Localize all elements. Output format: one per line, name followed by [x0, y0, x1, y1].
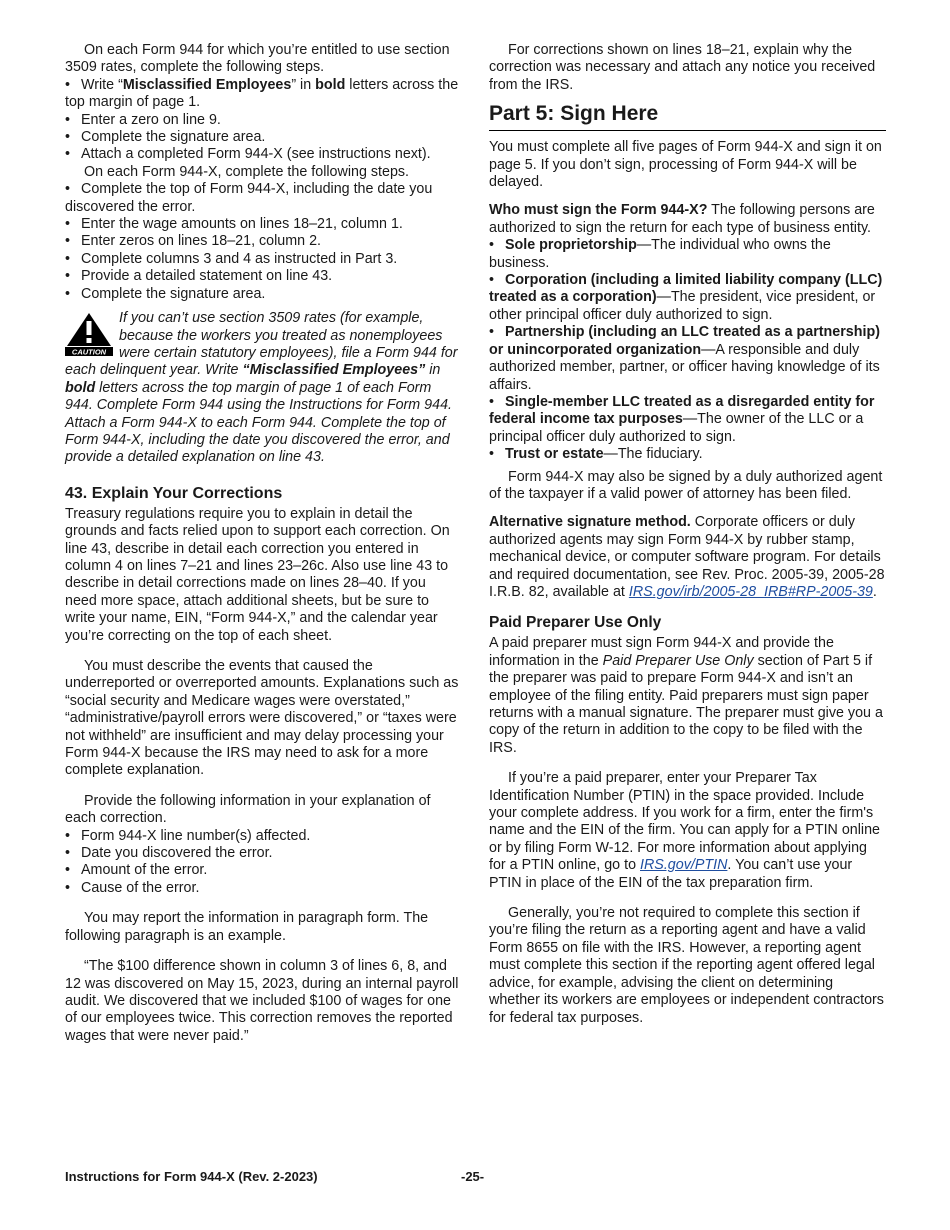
authorized-agent-paragraph: Form 944-X may also be signed by a duly authorized agent of the taxpayer if a valid power of attorney has been filed. — [489, 468, 883, 502]
signer-list — [489, 237, 886, 463]
who-must-sign-paragraph: Who must sign the Form 944-X? The following persons are authorized to sign the return for each type of business entity. — [489, 202, 875, 236]
sign-requirement-paragraph: You must complete all five pages of Form 944-X and sign it on page 5. If you don’t sign, processing of Form 944-X will be delayed. — [489, 139, 882, 191]
list-item: • Amount of the error. — [65, 862, 460, 879]
list-item: • Enter a zero on line 9. — [65, 112, 460, 129]
footer-form-title: Instructions for Form 944-X (Rev. 2-2023) — [65, 1169, 318, 1184]
left-column — [65, 42, 460, 1045]
steps-944x-intro: On each Form 944-X, complete the following steps. — [84, 163, 410, 180]
intro-paragraph: On each Form 944 for which you’re entitled to use section 3509 rates, complete the following steps. — [65, 42, 450, 76]
caution-note: CAUTION If you can’t use section 3509 rates (for example, because the workers you treated as nonemployees were certain statutory employees), file a Form 944 for each delinquent year. Write “Misclassified Employees” in bold letters across the top margin of page 1 of each Form 944. Complete Form 944 using the Instructions for Form 944. Attach a Form 944-X to each Form 944. Complete the top of Form 944-X, including the date you discovered the error, and provide a detailed explanation on line 43. — [65, 310, 458, 466]
alternative-signature-paragraph: Alternative signature method. Corporate officers or duly authorized agents may sign Form 944-X by rubber stamp, mechanical device, or computer software program. For details and required documentation, see Rev. Proc. 2005-39, 2005-28 I.R.B. 82, available at IRS.gov/irb/2005-28_IRB#RP-2005-39. — [489, 514, 885, 600]
treasury-paragraph: Treasury regulations require you to explain in detail the grounds and facts relied upon to support each correction. On line 43, describe in detail each correction you entered in column 4 on lines 7–21 and lines 23–26c. Also use line 43 to describe in detail corrections made on lines 28–40. If you need more space, attach additional sheets, but be sure to write your name, EIN, “Form 944-X,” and the calendar year you’re correcting on the top of each sheet. — [65, 505, 450, 644]
step-list-944x — [65, 181, 460, 303]
paid-preparer-paragraph: A paid preparer must sign Form 944-X and provide the information in the Paid Preparer Use Only section of Part 5 if the preparer was paid to prepare Form 944-X and isn’t an employee of the filing entity. Paid preparers must sign paper returns with a manual signature. The preparer must give you a copy of the return in addition to the copy to be filed with the IRS. — [489, 635, 883, 756]
provide-info-paragraph: Provide the following information in your explanation of each correction. — [65, 792, 431, 827]
list-item: • Complete the signature area. — [65, 286, 460, 303]
list-item: • Complete the top of Form 944-X, including the date you discovered the error. — [65, 181, 460, 216]
list-item: • Enter the wage amounts on lines 18–21, column 1. — [65, 216, 460, 233]
list-item: • Complete the signature area. — [65, 129, 460, 146]
paid-preparer-heading: Paid Preparer Use Only — [489, 614, 662, 632]
list-item: • Single-member LLC treated as a disregarded entity for federal income tax purposes—The owner of the LLC or a principal officer duly authorized to sign. — [489, 394, 886, 446]
explain-corrections-heading: 43. Explain Your Corrections — [65, 484, 283, 502]
list-item: • Provide a detailed statement on line 43. — [65, 268, 460, 285]
ptin-link[interactable]: IRS.gov/PTIN — [640, 857, 728, 874]
right-column — [489, 42, 886, 1027]
example-paragraph: “The $100 difference shown in column 3 of lines 6, 8, and 12 was discovered on May 15, 2023, during an internal payroll audit. We discovered that we included $100 of wages for one of our employees twice. This correction removes the reported wages that were never paid.” — [65, 958, 459, 1044]
list-item: • Enter zeros on lines 18–21, column 2. — [65, 233, 460, 250]
list-item: • Trust or estate—The fiduciary. — [489, 446, 886, 463]
list-item: • Corporation (including a limited liability company (LLC) treated as a corporation)—The president, vice president, or other principal officer duly authorized to sign. — [489, 272, 886, 324]
list-item: • Attach a completed Form 944-X (see instructions next). — [65, 146, 460, 163]
step-list-944 — [65, 77, 460, 164]
rev-proc-link[interactable]: IRS.gov/irb/2005-28_IRB#RP-2005-39 — [628, 583, 873, 600]
corrections-18-21-paragraph: For corrections shown on lines 18–21, explain why the correction was necessary and attach any notice you received from the IRS. — [489, 42, 876, 93]
list-item: • Date you discovered the error. — [65, 845, 460, 862]
caution-icon — [65, 312, 113, 356]
ptin-paragraph: If you’re a paid preparer, enter your Preparer Tax Identification Number (PTIN) in the space provided. Include your complete address. If you work for a firm, enter the firm's name and the EIN of the firm. You can apply for a PTIN online or by filing Form W-12. For more information about applying for a PTIN online, go to IRS.gov/PTIN. You can’t use your PTIN in place of the EIN of the tax preparation firm. — [489, 770, 881, 891]
page-number: -25- — [461, 1169, 485, 1184]
svg-text:CAUTION: CAUTION — [71, 347, 107, 357]
list-item: • Write “Misclassified Employees” in bold letters across the top margin of page 1. — [65, 77, 460, 112]
info-list — [65, 828, 460, 898]
paragraph-form-note: You may report the information in paragraph form. The following paragraph is an example. — [65, 910, 429, 944]
list-item: • Partnership (including an LLC treated as a partnership) or unincorporated organization—A responsible and duly authorized member, partner, or officer having knowledge of its affairs. — [489, 324, 886, 394]
describe-events-paragraph: You must describe the events that caused the underreported or overreported amounts. Explanations such as “social security and Medicare wages were overstated,” “administrative/payroll errors were discovered,” or “taxes were not withheld” are insufficient and may delay processing your Form 944-X because the IRS may need to ask for a more complete explanation. — [65, 658, 459, 779]
list-item: • Complete columns 3 and 4 as instructed in Part 3. — [65, 251, 460, 268]
part5-heading: Part 5: Sign Here — [489, 102, 886, 131]
list-item: • Form 944-X line number(s) affected. — [65, 828, 460, 845]
list-item: • Sole proprietorship—The individual who owns the business. — [489, 237, 886, 272]
list-item: • Cause of the error. — [65, 880, 460, 897]
reporting-agent-paragraph: Generally, you’re not required to complete this section if you’re filing the return as a reporting agent and have a valid Form 8655 on file with the IRS. However, a reporting agent must complete this section if the reporting agent offered legal advice, for example, advising the client on determining whether its workers are employees or independent contractors for federal tax purposes. — [489, 905, 884, 1026]
